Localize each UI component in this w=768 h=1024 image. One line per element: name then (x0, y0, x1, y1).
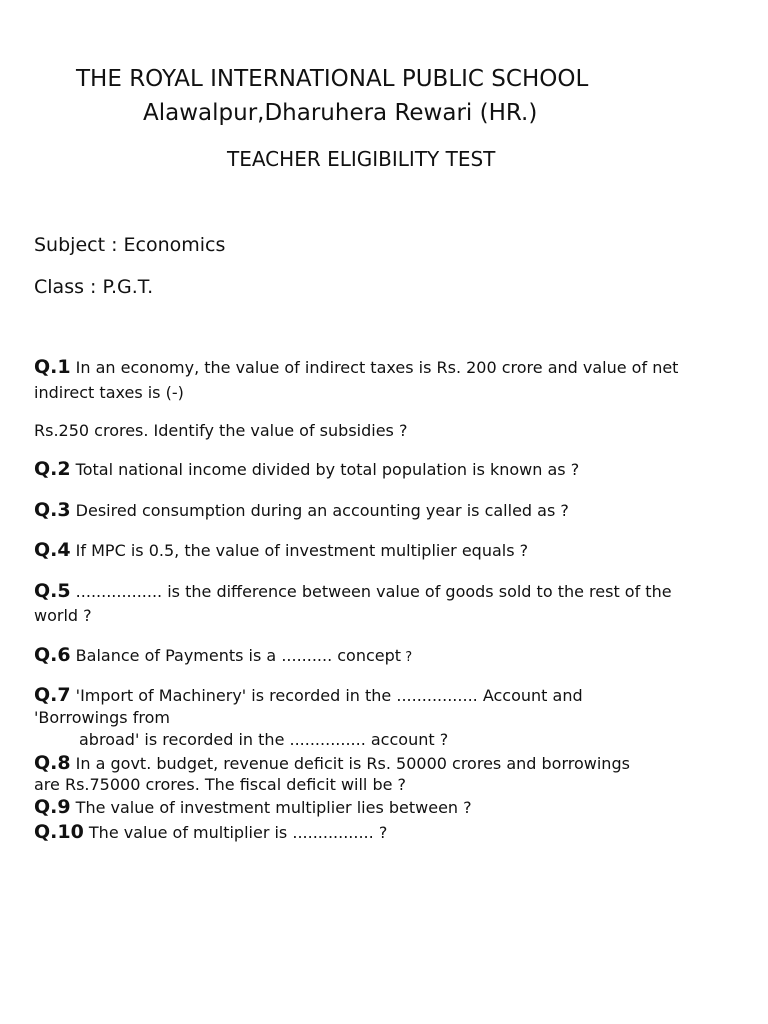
question-number: Q.3 (34, 499, 71, 521)
question-9 (34, 796, 472, 819)
question-text: 'Import of Machinery' is recorded in the ................ Account and (70, 686, 583, 705)
question-8-continued: are Rs.75000 crores. The fiscal deficit will be ? (34, 775, 407, 794)
question-7-continued: 'Borrowings from (34, 708, 170, 727)
question-text: Desired consumption during an accounting year is called as ? (70, 501, 569, 520)
question-number: Q.7 (34, 684, 71, 706)
question-number: Q.2 (34, 458, 71, 480)
question-5-continued: world ? (34, 606, 92, 625)
question-number: Q.4 (34, 539, 71, 561)
question-6 (34, 644, 412, 669)
question-text: The value of multiplier is ................ ? (83, 823, 388, 842)
question-number: Q.5 (34, 580, 71, 602)
question-8 (34, 752, 630, 775)
question-2 (34, 458, 579, 481)
question-text: If MPC is 0.5, the value of investment multiplier equals ? (70, 541, 529, 560)
question-number: Q.8 (34, 752, 71, 774)
question-text: ................. is the difference between value of goods sold to the rest of the (70, 582, 672, 601)
subject-line: Subject : Economics (34, 234, 226, 256)
question-number: Q.6 (34, 644, 71, 666)
question-text: Balance of Payments is a .......... concept (70, 646, 402, 665)
question-text: Total national income divided by total population is known as ? (70, 460, 580, 479)
question-1-continued: indirect taxes is (-) (34, 383, 184, 402)
question-4 (34, 539, 528, 562)
question-1-continued-2: Rs.250 crores. Identify the value of subsidies ? (34, 421, 408, 440)
test-title: TEACHER ELIGIBILITY TEST (227, 147, 496, 171)
question-number: Q.9 (34, 796, 71, 818)
question-number: Q.1 (34, 356, 71, 378)
school-address: Alawalpur,Dharuhera Rewari (HR.) (143, 100, 538, 126)
question-7 (34, 684, 583, 707)
question-mark: ? (401, 650, 413, 665)
question-7-continued-2: abroad' is recorded in the ............... account ? (79, 730, 449, 749)
class-line: Class : P.G.T. (34, 276, 154, 298)
question-3 (34, 499, 569, 522)
question-1 (34, 356, 678, 379)
question-5 (34, 580, 672, 603)
question-text: The value of investment multiplier lies between ? (70, 798, 472, 817)
school-name: THE ROYAL INTERNATIONAL PUBLIC SCHOOL (76, 66, 589, 92)
question-text: In a govt. budget, revenue deficit is Rs. 50000 crores and borrowings (70, 754, 630, 773)
question-text: In an economy, the value of indirect taxes is Rs. 200 crore and value of net (70, 358, 679, 377)
question-number: Q.10 (34, 821, 84, 843)
question-10 (34, 821, 387, 844)
